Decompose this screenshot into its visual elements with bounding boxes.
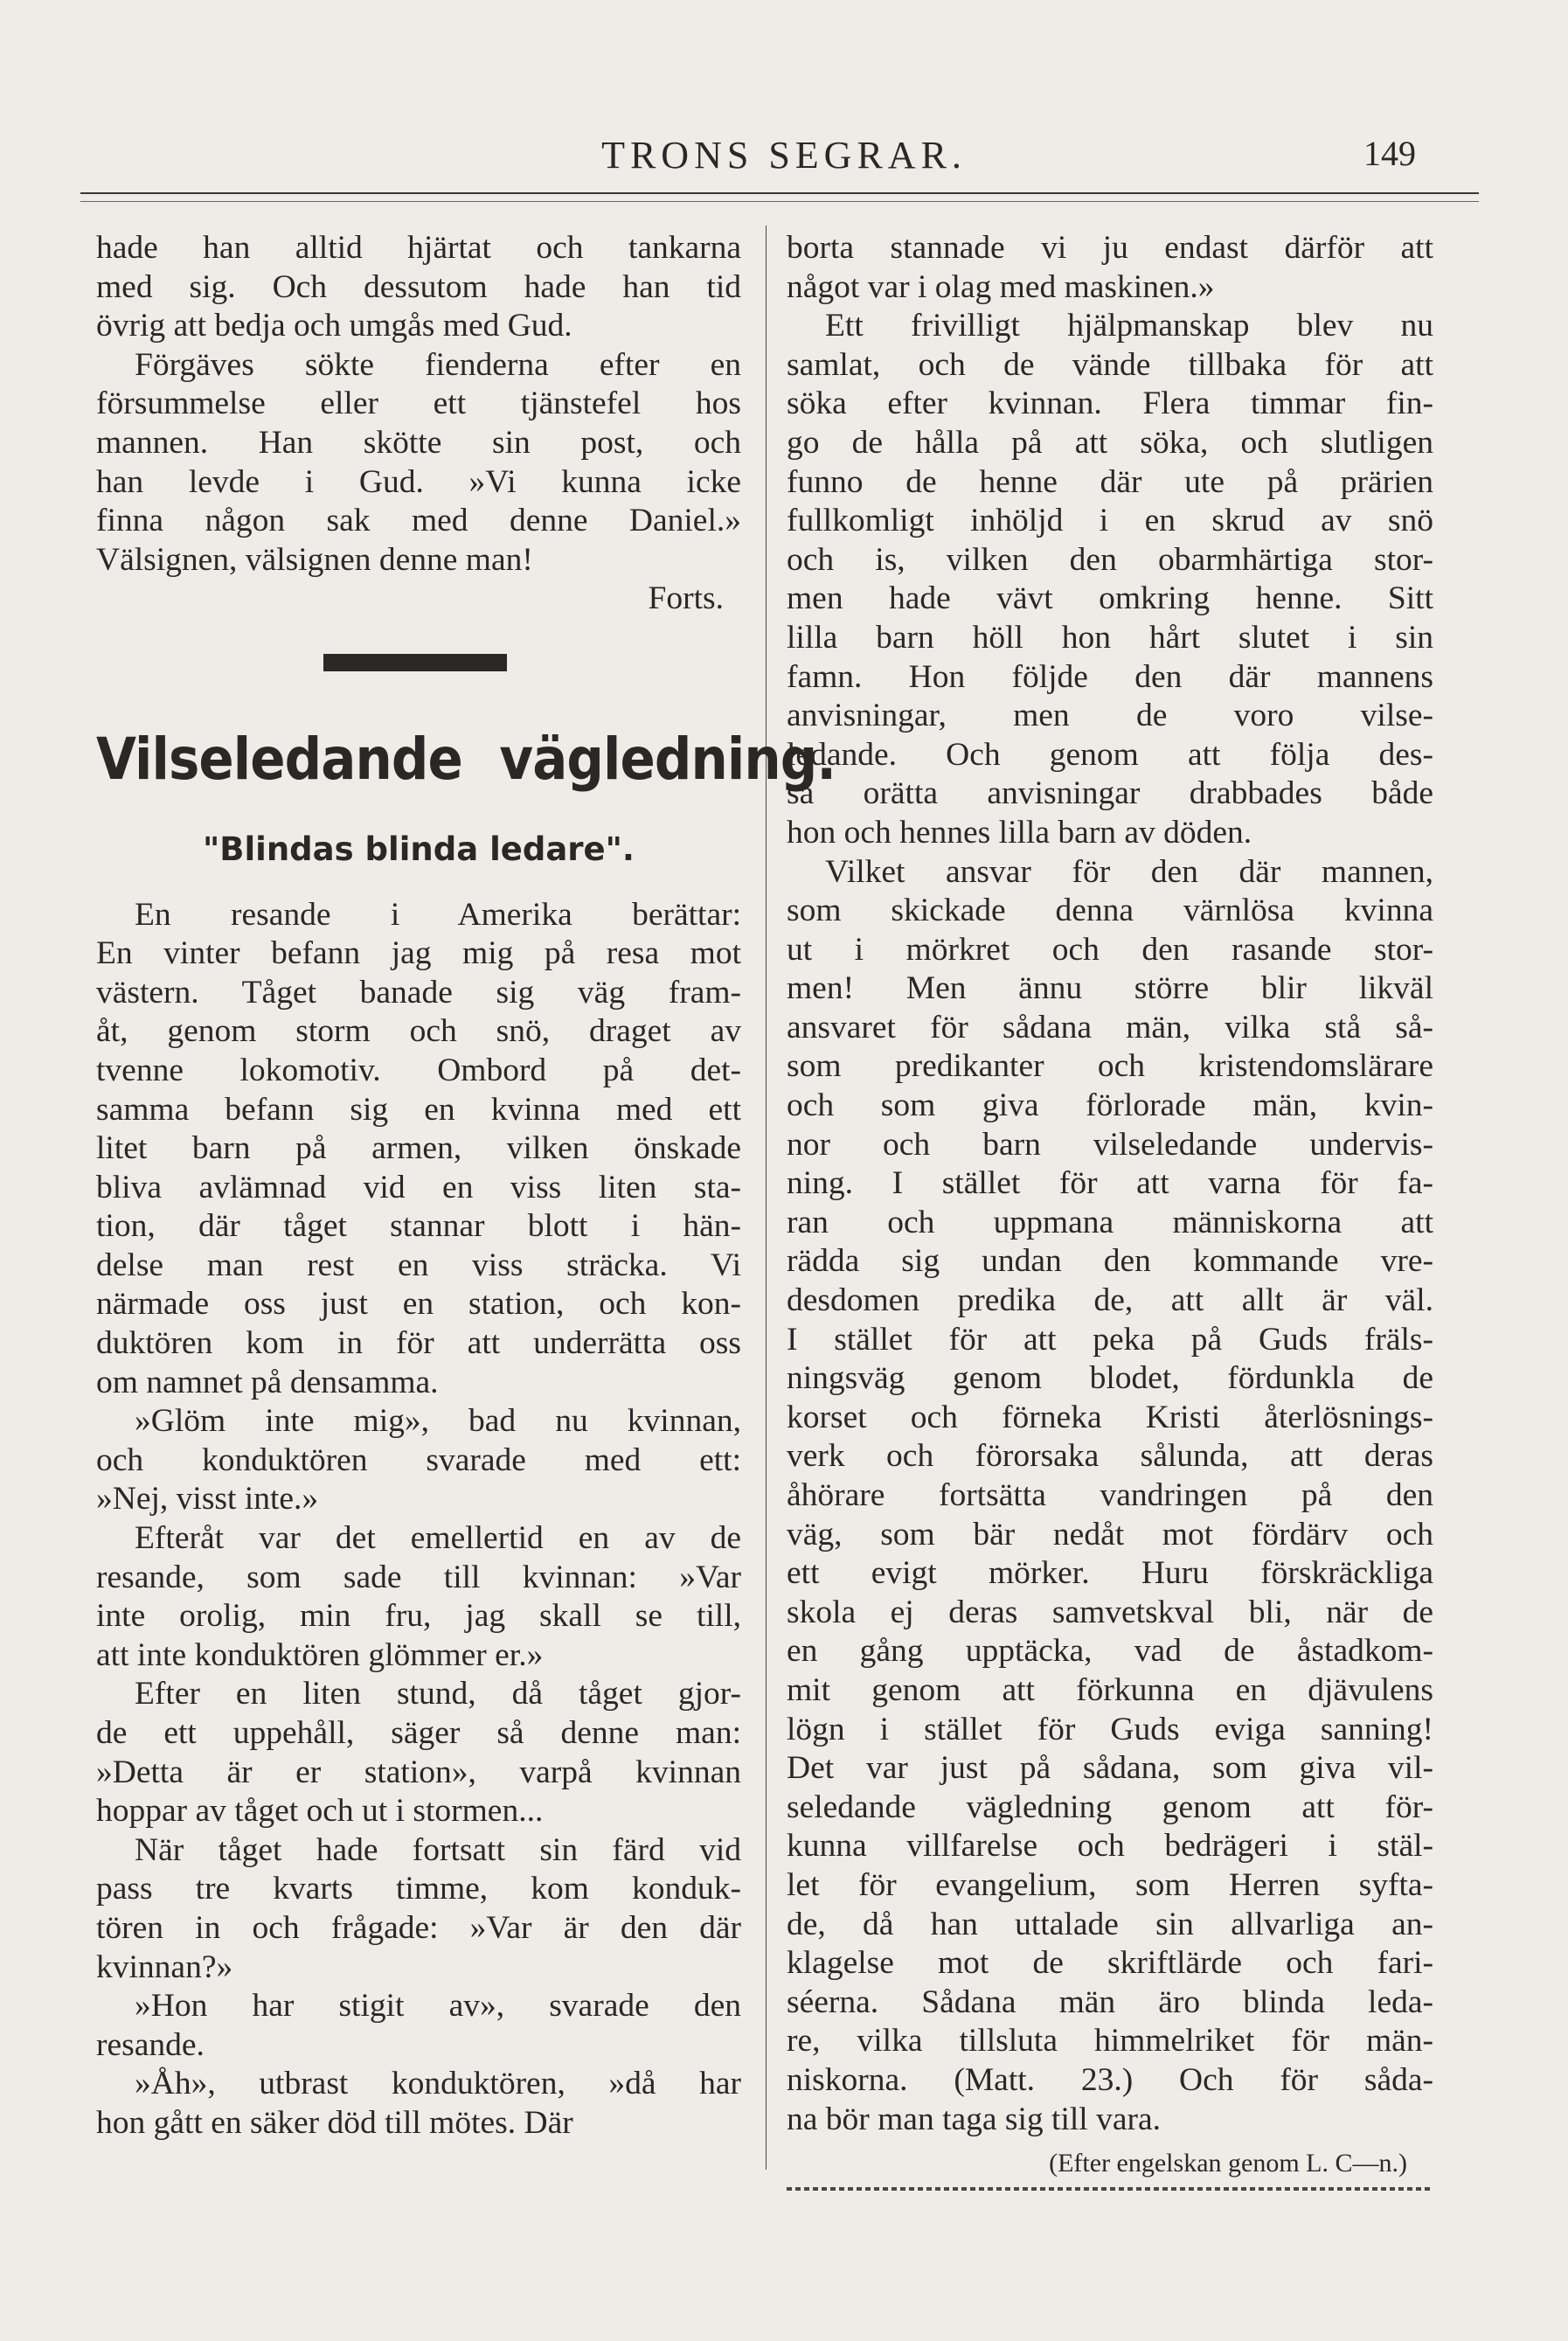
text-line: finna någon sak med denne Daniel.» [96, 503, 741, 539]
text-line: tvenne lokomotiv. Ombord på det- [96, 1052, 741, 1088]
text-line: ningsväg genom blodet, fördunkla de [787, 1360, 1433, 1397]
paragraph [787, 853, 1433, 2140]
text-line: de ett uppehåll, säger så denne man: [96, 1715, 741, 1751]
text-line: söka efter kvinnan. Flera timmar fin- [787, 386, 1433, 422]
paragraph [96, 1987, 741, 2065]
text-line: och is, vilken den obarmhärtiga stor- [787, 541, 1433, 578]
text-line: tion, där tåget stannar blott i hän- [96, 1208, 741, 1245]
text-line: skola ej deras samvetskval bli, när de [787, 1594, 1433, 1630]
article-body-left [96, 896, 741, 2143]
text-line: ran och uppmana människorna att [787, 1204, 1433, 1240]
text-line: ut i mörkret och den rasande stor- [787, 931, 1433, 968]
text-line: ledande. Och genom att följa des- [787, 736, 1433, 773]
text-line: åt, genom storm och snö, draget av [96, 1013, 741, 1050]
text-line: »Åh», utbrast konduktören, »då har [135, 2066, 741, 2102]
text-line: som predikanter och kristendomslärare [787, 1048, 1433, 1085]
paragraph [96, 2065, 741, 2143]
text-line: de, då han uttalade sin allvarliga an- [787, 1906, 1433, 1942]
text-line: litet barn på armen, vilken önskade [96, 1130, 741, 1167]
text-line: pass tre kvarts timme, kom konduk- [96, 1871, 741, 1907]
text-line: nor och barn vilseledande undervis- [787, 1126, 1433, 1163]
text-line: Förgäves sökte fienderna efter en [135, 346, 741, 383]
right-column [787, 229, 1433, 2191]
text-line: hon gått en säker död till mötes. Där [96, 2104, 573, 2141]
text-line: borta stannade vi ju endast därför att [787, 230, 1433, 266]
text-line: seledande vägledning genom att för- [787, 1789, 1433, 1825]
text-line: om namnet på densamma. [96, 1364, 439, 1400]
text-line: »Glöm inte mig», bad nu kvinnan, [135, 1403, 741, 1440]
text-line: na bör man taga sig till vara. [787, 2101, 1161, 2137]
text-line: re, vilka tillsluta himmelriket för män- [787, 2023, 1433, 2060]
text-line: men hade vävt omkring henne. Sitt [787, 580, 1433, 617]
text-line: inte orolig, min fru, jag skall se till, [96, 1598, 741, 1635]
signature-rule [787, 2187, 1433, 2191]
text-line: I stället för att peka på Guds fräls- [787, 1321, 1433, 1358]
paragraph [96, 1675, 741, 1830]
paragraph [96, 1519, 741, 1675]
text-line: ansvaret för sådana män, vilka stå så- [787, 1009, 1433, 1045]
column-divider [766, 226, 767, 2170]
text-line: En vinter befann jag mig på resa mot [96, 935, 741, 972]
text-line: ett evigt mörker. Huru förskräckliga [787, 1555, 1433, 1592]
paragraph [96, 346, 741, 580]
paragraph [96, 1402, 741, 1519]
left-column [96, 229, 836, 2143]
text-line: »Hon har stigit av», svarade den [135, 1988, 741, 2025]
page-number: 149 [1363, 134, 1416, 173]
text-line: och som giva förlorade män, kvin- [787, 1087, 1433, 1124]
text-line: Vilket ansvar för den där mannen, [825, 853, 1433, 890]
text-line: kunna villfarelse och bedrägeri i stäl- [787, 1828, 1433, 1865]
text-line: klagelse mot de skriftlärde och fari- [787, 1945, 1433, 1982]
text-line: resande, som sade till kvinnan: »Var [96, 1559, 741, 1595]
text-line: resande. [96, 2026, 205, 2063]
text-line: »Nej, visst inte.» [96, 1481, 319, 1518]
headline-word: Vilseledande [96, 725, 462, 793]
article-divider-bar [323, 654, 507, 671]
paragraph [96, 896, 741, 1403]
text-line: åhörare fortsätta vandringen på den [787, 1477, 1433, 1513]
text-line: samlat, och de vände tillbaka för att [787, 346, 1433, 383]
text-line: delse man rest en viss sträcka. Vi [96, 1247, 741, 1283]
text-line: med sig. Och dessutom hade han tid [96, 268, 741, 305]
text-line: rädda sig undan den kommande vre- [787, 1243, 1433, 1280]
text-line: anvisningar, men de voro vilse- [787, 698, 1433, 734]
text-line: som skickade denna värnlösa kvinna [787, 893, 1433, 929]
text-line: fullkomligt inhöljd i en skrud av snö [787, 503, 1433, 539]
text-line: let för evangelium, som Herren syfta- [787, 1866, 1433, 1903]
text-line: sa orätta anvisningar drabbades både [787, 775, 1433, 812]
text-line: duktören kom in för att underrätta oss [96, 1325, 741, 1362]
text-line: Efteråt var det emellertid en av de [135, 1520, 741, 1557]
article-subheadline: "Blindas blinda ledare". [203, 830, 635, 868]
text-line: försummelse eller ett tjänstefel hos [96, 386, 741, 422]
text-line: lilla barn höll hon hårt slutet i sin [787, 619, 1433, 656]
text-line: samma befann sig en kvinna med ett [96, 1091, 741, 1128]
header-rule [80, 192, 1479, 194]
text-line: västern. Tåget banade sig väg fram- [96, 974, 741, 1011]
text-line: mannen. Han skötte sin post, och [96, 424, 741, 461]
text-line: ning. I stället för att varna för fa- [787, 1165, 1433, 1202]
headline-word: vägledning. [499, 725, 836, 793]
text-line: väg, som bär nedåt mot fördärv och [787, 1516, 1433, 1553]
text-line: Efter en liten stund, då tåget gjor- [135, 1676, 741, 1712]
text-line: »Detta är er station», varpå kvinnan [96, 1754, 741, 1790]
text-line: han levde i Gud. »Vi kunna icke [96, 463, 741, 500]
paragraph [96, 229, 741, 346]
text-line: En resande i Amerika berättar: [135, 896, 741, 933]
text-line: verk och förorsaka sålunda, att deras [787, 1438, 1433, 1475]
text-line: tören in och frågade: »Var är den där [96, 1909, 741, 1946]
paragraph [96, 1831, 741, 1987]
paragraph [787, 307, 1433, 852]
article-signature: (Efter engelskan genom L. C—n.) [1049, 2149, 1407, 2178]
text-line: korset och förneka Kristi återlösnings- [787, 1399, 1433, 1435]
text-line: desdomen predika de, att allt är väl. [787, 1282, 1433, 1319]
text-line: funno de henne där ute på prärien [787, 463, 1433, 500]
article-body-right [787, 229, 1433, 2139]
text-line: Ett frivilligt hjälpmanskap blev nu [825, 308, 1433, 344]
text-line: Det var just på sådana, som giva vil- [787, 1750, 1433, 1787]
running-header-title: TRONS SEGRAR. [601, 134, 967, 177]
text-line: lögn i stället för Guds eviga sanning! [787, 1711, 1433, 1747]
continued-note: Forts. [648, 580, 724, 617]
text-line: men! Men ännu större blir likväl [787, 970, 1433, 1007]
text-line: kvinnan?» [96, 1949, 233, 1985]
text-line: séerna. Sådana män äro blinda leda- [787, 1983, 1433, 2020]
text-line: en gång upptäcka, vad de åstadkom- [787, 1633, 1433, 1670]
text-line: hade han alltid hjärtat och tankarna [96, 230, 741, 266]
text-line: något var i olag med maskinen.» [787, 268, 1215, 305]
article-headline [96, 724, 836, 795]
paragraph [787, 229, 1433, 307]
text-line: att inte konduktören glömmer er.» [96, 1636, 544, 1673]
text-line: niskorna. (Matt. 23.) Och för såda- [787, 2061, 1433, 2098]
previous-article-ending [96, 229, 741, 580]
text-line: go de hålla på att söka, och slutligen [787, 424, 1433, 461]
text-line: övrig att bedja och umgås med Gud. [96, 308, 572, 344]
text-line: Välsignen, välsignen denne man! [96, 541, 533, 578]
header-rule-thin [80, 201, 1479, 202]
text-line: mit genom att förkunna en djävulens [787, 1671, 1433, 1708]
text-line: När tåget hade fortsatt sin färd vid [135, 1831, 741, 1868]
text-line: hoppar av tåget och ut i stormen... [96, 1793, 544, 1830]
text-line: bliva avlämnad vid en viss liten sta- [96, 1169, 741, 1205]
text-line: hon och hennes lilla barn av döden. [787, 814, 1252, 851]
text-line: närmade oss just en station, och kon- [96, 1286, 741, 1323]
text-line: famn. Hon följde den där mannens [787, 658, 1433, 695]
text-line: och konduktören svarade med ett: [96, 1441, 741, 1478]
